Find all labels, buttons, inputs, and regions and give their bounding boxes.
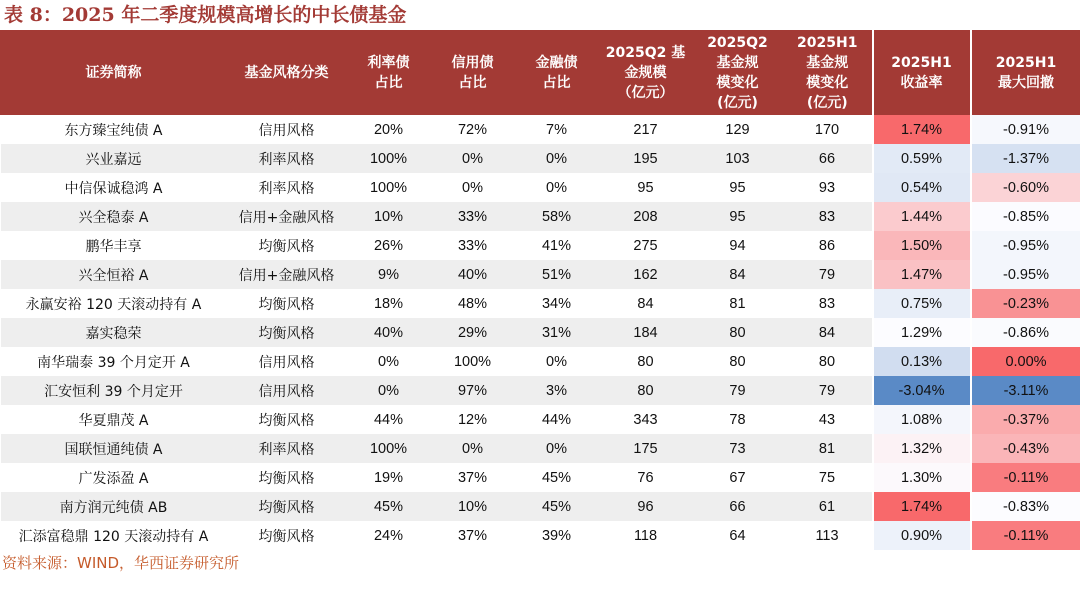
q2-scale-change: 95 bbox=[693, 173, 783, 202]
h1-scale-change: 86 bbox=[783, 231, 873, 260]
fund-style: 均衡风格 bbox=[227, 318, 347, 347]
fund-name: 兴全恒裕 A bbox=[1, 260, 227, 289]
h1-return: 1.74% bbox=[873, 492, 971, 521]
h1-return: 1.74% bbox=[873, 115, 971, 144]
h1-max-drawdown: -0.95% bbox=[971, 231, 1080, 260]
credit-bond-ratio: 0% bbox=[431, 434, 515, 463]
q2-scale: 80 bbox=[599, 376, 693, 405]
h1-scale-change: 80 bbox=[783, 347, 873, 376]
fund-style: 利率风格 bbox=[227, 144, 347, 173]
header-q2-scale: 2025Q2 基 金规模 （亿元） bbox=[599, 30, 693, 115]
h1-max-drawdown: -0.23% bbox=[971, 289, 1080, 318]
header-finance-ratio: 金融债 占比 bbox=[515, 30, 599, 115]
h1-max-drawdown: -0.91% bbox=[971, 115, 1080, 144]
rate-bond-ratio: 18% bbox=[347, 289, 431, 318]
credit-bond-ratio: 37% bbox=[431, 463, 515, 492]
q2-scale-change: 73 bbox=[693, 434, 783, 463]
h1-scale-change: 79 bbox=[783, 260, 873, 289]
h1-max-drawdown: -1.37% bbox=[971, 144, 1080, 173]
fund-name: 华夏鼎茂 A bbox=[1, 405, 227, 434]
header-q2-change: 2025Q2 基金规 模变化 (亿元) bbox=[693, 30, 783, 115]
rate-bond-ratio: 40% bbox=[347, 318, 431, 347]
rate-bond-ratio: 45% bbox=[347, 492, 431, 521]
fund-table bbox=[0, 30, 1080, 550]
credit-bond-ratio: 72% bbox=[431, 115, 515, 144]
table-row bbox=[1, 318, 1080, 347]
fund-name: 南方润元纯债 AB bbox=[1, 492, 227, 521]
fund-style: 信用+金融风格 bbox=[227, 260, 347, 289]
credit-bond-ratio: 97% bbox=[431, 376, 515, 405]
finance-bond-ratio: 0% bbox=[515, 347, 599, 376]
finance-bond-ratio: 3% bbox=[515, 376, 599, 405]
q2-scale-change: 81 bbox=[693, 289, 783, 318]
q2-scale-change: 84 bbox=[693, 260, 783, 289]
credit-bond-ratio: 0% bbox=[431, 144, 515, 173]
rate-bond-ratio: 100% bbox=[347, 434, 431, 463]
q2-scale-change: 94 bbox=[693, 231, 783, 260]
fund-name: 兴全稳泰 A bbox=[1, 202, 227, 231]
table-row bbox=[1, 202, 1080, 231]
credit-bond-ratio: 12% bbox=[431, 405, 515, 434]
q2-scale: 80 bbox=[599, 347, 693, 376]
header-rate-ratio: 利率债 占比 bbox=[347, 30, 431, 115]
source-note: 资料来源：WIND，华西证券研究所 bbox=[2, 554, 240, 572]
table-row bbox=[1, 463, 1080, 492]
rate-bond-ratio: 44% bbox=[347, 405, 431, 434]
fund-style: 利率风格 bbox=[227, 173, 347, 202]
q2-scale: 76 bbox=[599, 463, 693, 492]
fund-style: 均衡风格 bbox=[227, 231, 347, 260]
h1-max-drawdown: -0.60% bbox=[971, 173, 1080, 202]
q2-scale: 175 bbox=[599, 434, 693, 463]
finance-bond-ratio: 44% bbox=[515, 405, 599, 434]
fund-style: 均衡风格 bbox=[227, 521, 347, 550]
table-title: 表 8：2025 年二季度规模高增长的中长债基金 bbox=[4, 4, 407, 26]
h1-scale-change: 79 bbox=[783, 376, 873, 405]
h1-scale-change: 43 bbox=[783, 405, 873, 434]
fund-name: 永赢安裕 120 天滚动持有 A bbox=[1, 289, 227, 318]
h1-return: 1.44% bbox=[873, 202, 971, 231]
fund-name: 东方臻宝纯债 A bbox=[1, 115, 227, 144]
table-row bbox=[1, 376, 1080, 405]
h1-return: 0.90% bbox=[873, 521, 971, 550]
fund-style: 信用+金融风格 bbox=[227, 202, 347, 231]
h1-max-drawdown: -0.85% bbox=[971, 202, 1080, 231]
fund-name: 兴业嘉远 bbox=[1, 144, 227, 173]
h1-return: 1.47% bbox=[873, 260, 971, 289]
q2-scale: 184 bbox=[599, 318, 693, 347]
credit-bond-ratio: 37% bbox=[431, 521, 515, 550]
q2-scale: 84 bbox=[599, 289, 693, 318]
fund-name: 嘉实稳荣 bbox=[1, 318, 227, 347]
q2-scale-change: 80 bbox=[693, 318, 783, 347]
fund-style: 均衡风格 bbox=[227, 492, 347, 521]
fund-style: 信用风格 bbox=[227, 347, 347, 376]
q2-scale: 343 bbox=[599, 405, 693, 434]
rate-bond-ratio: 24% bbox=[347, 521, 431, 550]
h1-return: 0.13% bbox=[873, 347, 971, 376]
fund-style: 信用风格 bbox=[227, 115, 347, 144]
fund-name: 广发添盈 A bbox=[1, 463, 227, 492]
rate-bond-ratio: 10% bbox=[347, 202, 431, 231]
header-credit-ratio: 信用债 占比 bbox=[431, 30, 515, 115]
finance-bond-ratio: 31% bbox=[515, 318, 599, 347]
table-row bbox=[1, 492, 1080, 521]
h1-max-drawdown: -0.83% bbox=[971, 492, 1080, 521]
finance-bond-ratio: 0% bbox=[515, 434, 599, 463]
finance-bond-ratio: 58% bbox=[515, 202, 599, 231]
table-row bbox=[1, 260, 1080, 289]
table-row bbox=[1, 115, 1080, 144]
q2-scale: 118 bbox=[599, 521, 693, 550]
rate-bond-ratio: 26% bbox=[347, 231, 431, 260]
h1-max-drawdown: -0.43% bbox=[971, 434, 1080, 463]
finance-bond-ratio: 7% bbox=[515, 115, 599, 144]
q2-scale: 195 bbox=[599, 144, 693, 173]
credit-bond-ratio: 33% bbox=[431, 202, 515, 231]
fund-style: 均衡风格 bbox=[227, 405, 347, 434]
h1-max-drawdown: -3.11% bbox=[971, 376, 1080, 405]
header-h1-drawdown: 2025H1 最大回撤 bbox=[971, 30, 1080, 115]
finance-bond-ratio: 34% bbox=[515, 289, 599, 318]
fund-name: 汇安恒利 39 个月定开 bbox=[1, 376, 227, 405]
h1-scale-change: 93 bbox=[783, 173, 873, 202]
table-row bbox=[1, 231, 1080, 260]
credit-bond-ratio: 40% bbox=[431, 260, 515, 289]
fund-name: 南华瑞泰 39 个月定开 A bbox=[1, 347, 227, 376]
fund-name: 鹏华丰享 bbox=[1, 231, 227, 260]
table-body bbox=[1, 115, 1080, 550]
rate-bond-ratio: 20% bbox=[347, 115, 431, 144]
h1-scale-change: 75 bbox=[783, 463, 873, 492]
fund-style: 均衡风格 bbox=[227, 463, 347, 492]
q2-scale-change: 67 bbox=[693, 463, 783, 492]
h1-return: 0.75% bbox=[873, 289, 971, 318]
q2-scale-change: 79 bbox=[693, 376, 783, 405]
rate-bond-ratio: 0% bbox=[347, 376, 431, 405]
q2-scale: 96 bbox=[599, 492, 693, 521]
h1-return: 0.59% bbox=[873, 144, 971, 173]
q2-scale-change: 95 bbox=[693, 202, 783, 231]
q2-scale: 95 bbox=[599, 173, 693, 202]
h1-scale-change: 66 bbox=[783, 144, 873, 173]
table-row bbox=[1, 434, 1080, 463]
h1-scale-change: 170 bbox=[783, 115, 873, 144]
rate-bond-ratio: 19% bbox=[347, 463, 431, 492]
fund-name: 汇添富稳鼎 120 天滚动持有 A bbox=[1, 521, 227, 550]
credit-bond-ratio: 100% bbox=[431, 347, 515, 376]
fund-name: 中信保诚稳鸿 A bbox=[1, 173, 227, 202]
table-row bbox=[1, 289, 1080, 318]
fund-style: 信用风格 bbox=[227, 376, 347, 405]
fund-style: 利率风格 bbox=[227, 434, 347, 463]
h1-scale-change: 84 bbox=[783, 318, 873, 347]
finance-bond-ratio: 45% bbox=[515, 492, 599, 521]
credit-bond-ratio: 29% bbox=[431, 318, 515, 347]
finance-bond-ratio: 51% bbox=[515, 260, 599, 289]
credit-bond-ratio: 10% bbox=[431, 492, 515, 521]
fund-style: 均衡风格 bbox=[227, 289, 347, 318]
h1-scale-change: 113 bbox=[783, 521, 873, 550]
header-style: 基金风格分类 bbox=[227, 30, 347, 115]
q2-scale-change: 64 bbox=[693, 521, 783, 550]
table-row bbox=[1, 173, 1080, 202]
h1-max-drawdown: -0.11% bbox=[971, 521, 1080, 550]
credit-bond-ratio: 33% bbox=[431, 231, 515, 260]
q2-scale: 208 bbox=[599, 202, 693, 231]
rate-bond-ratio: 9% bbox=[347, 260, 431, 289]
h1-return: 0.54% bbox=[873, 173, 971, 202]
rate-bond-ratio: 0% bbox=[347, 347, 431, 376]
finance-bond-ratio: 41% bbox=[515, 231, 599, 260]
h1-scale-change: 83 bbox=[783, 202, 873, 231]
finance-bond-ratio: 39% bbox=[515, 521, 599, 550]
h1-return: 1.32% bbox=[873, 434, 971, 463]
h1-return: 1.50% bbox=[873, 231, 971, 260]
finance-bond-ratio: 0% bbox=[515, 144, 599, 173]
h1-max-drawdown: -0.95% bbox=[971, 260, 1080, 289]
q2-scale-change: 66 bbox=[693, 492, 783, 521]
credit-bond-ratio: 48% bbox=[431, 289, 515, 318]
q2-scale-change: 103 bbox=[693, 144, 783, 173]
rate-bond-ratio: 100% bbox=[347, 173, 431, 202]
h1-scale-change: 61 bbox=[783, 492, 873, 521]
q2-scale: 162 bbox=[599, 260, 693, 289]
h1-scale-change: 81 bbox=[783, 434, 873, 463]
table-row bbox=[1, 405, 1080, 434]
h1-return: 1.29% bbox=[873, 318, 971, 347]
q2-scale: 275 bbox=[599, 231, 693, 260]
header-h1-change: 2025H1 基金规 模变化 (亿元) bbox=[783, 30, 873, 115]
h1-max-drawdown: 0.00% bbox=[971, 347, 1080, 376]
q2-scale: 217 bbox=[599, 115, 693, 144]
h1-max-drawdown: -0.37% bbox=[971, 405, 1080, 434]
h1-return: 1.30% bbox=[873, 463, 971, 492]
h1-max-drawdown: -0.86% bbox=[971, 318, 1080, 347]
table-row bbox=[1, 347, 1080, 376]
table-row bbox=[1, 521, 1080, 550]
table-row bbox=[1, 144, 1080, 173]
h1-max-drawdown: -0.11% bbox=[971, 463, 1080, 492]
q2-scale-change: 129 bbox=[693, 115, 783, 144]
finance-bond-ratio: 0% bbox=[515, 173, 599, 202]
h1-scale-change: 83 bbox=[783, 289, 873, 318]
q2-scale-change: 80 bbox=[693, 347, 783, 376]
header-h1-return: 2025H1 收益率 bbox=[873, 30, 971, 115]
q2-scale-change: 78 bbox=[693, 405, 783, 434]
h1-return: 1.08% bbox=[873, 405, 971, 434]
rate-bond-ratio: 100% bbox=[347, 144, 431, 173]
header-name: 证券简称 bbox=[1, 30, 227, 115]
credit-bond-ratio: 0% bbox=[431, 173, 515, 202]
finance-bond-ratio: 45% bbox=[515, 463, 599, 492]
fund-name: 国联恒通纯债 A bbox=[1, 434, 227, 463]
table-header-row bbox=[1, 30, 1080, 115]
h1-return: -3.04% bbox=[873, 376, 971, 405]
